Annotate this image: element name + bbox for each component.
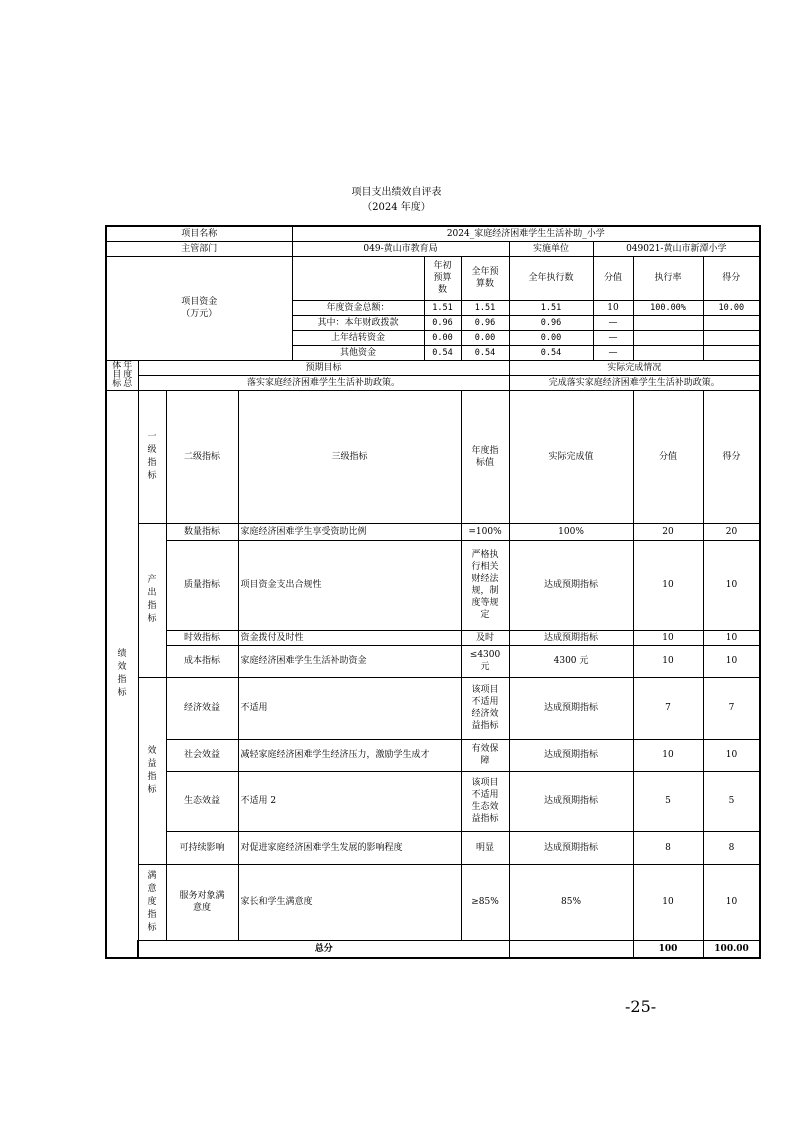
row-level3: 家庭经济困难学生享受资助比例 bbox=[238, 523, 461, 540]
row-got: 5 bbox=[703, 771, 760, 831]
dept-label: 主管部门 bbox=[106, 241, 292, 256]
goals-side-label: 体 目 标 年 度 总 bbox=[106, 360, 138, 390]
project-name-value: 2024_家庭经济困难学生生活补助_小学 bbox=[292, 226, 760, 241]
funds-row-got bbox=[703, 330, 760, 345]
row-actual: 85% bbox=[509, 864, 633, 940]
row-actual: 4300 元 bbox=[509, 645, 633, 677]
level1-benefit: 效 益 指 标 bbox=[138, 677, 166, 864]
row-level3: 不适用 bbox=[238, 677, 461, 739]
header-level2: 二级指标 bbox=[166, 390, 238, 523]
total-label: 总分 bbox=[138, 940, 509, 958]
project-name-label: 项目名称 bbox=[106, 226, 292, 241]
row-score: 10 bbox=[633, 864, 703, 940]
funds-row-score: 10 bbox=[593, 300, 633, 315]
row-got: 10 bbox=[703, 739, 760, 771]
row-level2: 经济效益 bbox=[166, 677, 238, 739]
header-got: 得分 bbox=[703, 390, 760, 523]
funds-header-got: 得分 bbox=[703, 256, 760, 300]
funds-row-got bbox=[703, 345, 760, 360]
funds-row-initial: 1.51 bbox=[424, 300, 461, 315]
row-level2: 社会效益 bbox=[166, 739, 238, 771]
header-actual: 实际完成值 bbox=[509, 390, 633, 523]
goals-actual-text: 完成落实家庭经济困难学生生活补助政策。 bbox=[509, 375, 760, 390]
funds-row-rate: 100.00% bbox=[633, 300, 703, 315]
funds-row-full: 1.51 bbox=[461, 300, 509, 315]
row-level2: 质量指标 bbox=[166, 540, 238, 630]
row-level2: 数量指标 bbox=[166, 523, 238, 540]
level1-output: 产 出 指 标 bbox=[138, 523, 166, 677]
dept-value: 049-黄山市教育局 bbox=[292, 241, 509, 256]
funds-row-exec: 1.51 bbox=[509, 300, 593, 315]
funds-header-blank bbox=[292, 256, 424, 300]
indicators-side-label: 绩 效 指 标 bbox=[106, 390, 138, 958]
funds-row-rate bbox=[633, 315, 703, 330]
row-score: 7 bbox=[633, 677, 703, 739]
row-target: 该项目 不适用 生态效 益指标 bbox=[461, 771, 509, 831]
row-target: 明显 bbox=[461, 831, 509, 864]
funds-header-score: 分值 bbox=[593, 256, 633, 300]
goals-expected-label: 预期目标 bbox=[138, 360, 509, 375]
funds-row-initial: 0.96 bbox=[424, 315, 461, 330]
doc-year: （2024 年度） bbox=[362, 202, 431, 213]
total-score: 100 bbox=[633, 940, 703, 958]
row-got: 10 bbox=[703, 540, 760, 630]
funds-row-name: 其中：本年财政拨款 bbox=[292, 315, 424, 330]
row-score: 10 bbox=[633, 645, 703, 677]
row-score: 10 bbox=[633, 540, 703, 630]
row-score: 5 bbox=[633, 771, 703, 831]
row-score: 10 bbox=[633, 630, 703, 645]
row-level2: 服务对象满 意度 bbox=[166, 864, 238, 940]
row-level3: 减轻家庭经济困难学生经济压力，激励学生成才 bbox=[238, 739, 461, 771]
goals-expected-text: 落实家庭经济困难学生生活补助政策。 bbox=[138, 375, 509, 390]
row-got: 7 bbox=[703, 677, 760, 739]
row-level3: 不适用 2 bbox=[238, 771, 461, 831]
row-got: 10 bbox=[703, 645, 760, 677]
funds-row-got: 10.00 bbox=[703, 300, 760, 315]
row-target: 严格执 行相关 财经法 规，制 度等规 定 bbox=[461, 540, 509, 630]
header-target: 年度指 标值 bbox=[461, 390, 509, 523]
page-number: -25- bbox=[625, 997, 657, 1016]
row-level3: 家长和学生满意度 bbox=[238, 864, 461, 940]
row-score: 20 bbox=[633, 523, 703, 540]
row-level2: 生态效益 bbox=[166, 771, 238, 831]
row-level3: 家庭经济困难学生生活补助资金 bbox=[238, 645, 461, 677]
header-level1: 一 级 指 标 bbox=[138, 390, 166, 523]
row-level3: 资金拨付及时性 bbox=[238, 630, 461, 645]
row-target: 及时 bbox=[461, 630, 509, 645]
funds-row-name: 其他资金 bbox=[292, 345, 424, 360]
unit-value: 049021-黄山市新潭小学 bbox=[593, 241, 760, 256]
row-score: 10 bbox=[633, 739, 703, 771]
row-level2: 时效指标 bbox=[166, 630, 238, 645]
funds-row-got bbox=[703, 315, 760, 330]
row-actual: 达成预期指标 bbox=[509, 771, 633, 831]
row-got: 8 bbox=[703, 831, 760, 864]
row-level2: 成本指标 bbox=[166, 645, 238, 677]
funds-row-initial: 0.54 bbox=[424, 345, 461, 360]
row-actual: 达成预期指标 bbox=[509, 677, 633, 739]
total-got: 100.00 bbox=[703, 940, 760, 958]
funds-row-score: — bbox=[593, 345, 633, 360]
total-blank bbox=[509, 940, 633, 958]
row-score: 8 bbox=[633, 831, 703, 864]
row-level3: 项目资金支出合规性 bbox=[238, 540, 461, 630]
funds-row-exec: 0.00 bbox=[509, 330, 593, 345]
row-got: 10 bbox=[703, 630, 760, 645]
funds-row-name: 上年结转资金 bbox=[292, 330, 424, 345]
funds-row-exec: 0.54 bbox=[509, 345, 593, 360]
funds-header-rate: 执行率 bbox=[633, 256, 703, 300]
funds-header-executed: 全年执行数 bbox=[509, 256, 593, 300]
funds-row-name: 年度资金总额： bbox=[292, 300, 424, 315]
funds-row-score: — bbox=[593, 315, 633, 330]
row-target: 有效保 障 bbox=[461, 739, 509, 771]
row-actual: 达成预期指标 bbox=[509, 540, 633, 630]
funds-header-full-year: 全年预 算数 bbox=[461, 256, 509, 300]
funds-row-rate bbox=[633, 345, 703, 360]
level1-satisfaction: 满 意 度 指 标 bbox=[138, 864, 166, 940]
funds-row-exec: 0.96 bbox=[509, 315, 593, 330]
funds-row-rate bbox=[633, 330, 703, 345]
doc-title: 项目支出绩效自评表 bbox=[351, 187, 442, 198]
row-target: ≤4300 元 bbox=[461, 645, 509, 677]
funds-header-initial: 年初 预算 数 bbox=[424, 256, 461, 300]
header-level3: 三级指标 bbox=[238, 390, 461, 523]
row-got: 10 bbox=[703, 864, 760, 940]
row-actual: 达成预期指标 bbox=[509, 831, 633, 864]
row-level2: 可持续影响 bbox=[166, 831, 238, 864]
row-actual: 达成预期指标 bbox=[509, 630, 633, 645]
funds-row-score: — bbox=[593, 330, 633, 345]
row-target: =100% bbox=[461, 523, 509, 540]
funds-row-full: 0.96 bbox=[461, 315, 509, 330]
row-target: ≥85% bbox=[461, 864, 509, 940]
funds-row-full: 0.54 bbox=[461, 345, 509, 360]
evaluation-table bbox=[105, 225, 761, 959]
funds-row-initial: 0.00 bbox=[424, 330, 461, 345]
funds-label: 项目资金 （万元） bbox=[106, 256, 292, 360]
row-got: 20 bbox=[703, 523, 760, 540]
row-actual: 达成预期指标 bbox=[509, 739, 633, 771]
goals-actual-label: 实际完成情况 bbox=[509, 360, 760, 375]
row-actual: 100% bbox=[509, 523, 633, 540]
row-level3: 对促进家庭经济困难学生发展的影响程度 bbox=[238, 831, 461, 864]
unit-label: 实施单位 bbox=[509, 241, 593, 256]
header-score: 分值 bbox=[633, 390, 703, 523]
row-target: 该项目 不适用 经济效 益指标 bbox=[461, 677, 509, 739]
funds-row-full: 0.00 bbox=[461, 330, 509, 345]
